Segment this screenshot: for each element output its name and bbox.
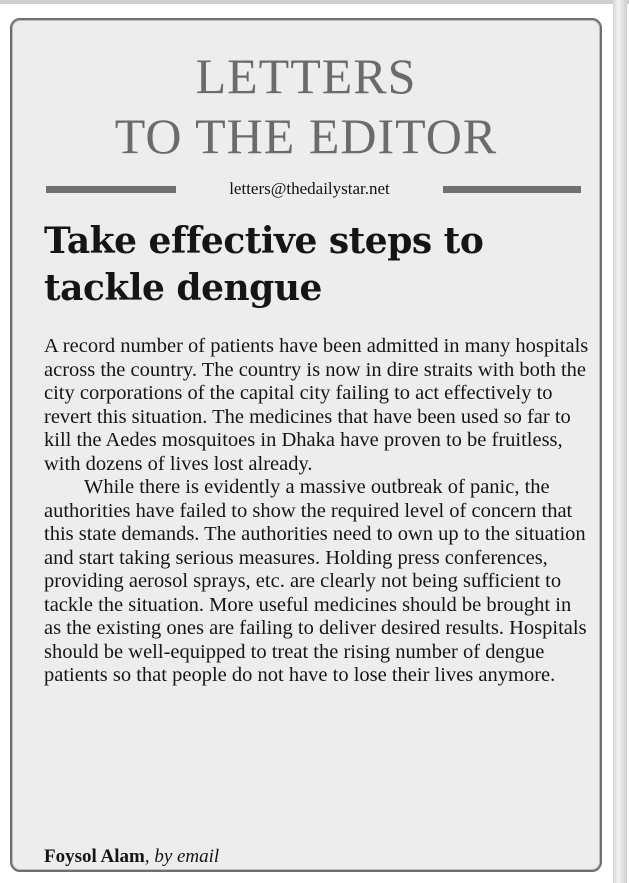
email-rule-right [443, 186, 581, 193]
email-rule-left [46, 186, 176, 193]
section-title [12, 46, 600, 166]
letter-paragraph-1: A record number of patients have been admitted in many hospitals across the country. The country is now in dire straits with both the city corporations of the capital city failing to act effectively to revert this situation. The medicines that have been used so far to kill the Aedes mosquitoes in Dhaka have proven to be fruitless, with dozens of lives lost already. [44, 335, 589, 475]
letters-panel [10, 18, 602, 872]
signature-separator: , [144, 846, 155, 867]
submission-method: by email [154, 846, 220, 867]
top-border [0, 0, 629, 4]
section-title-line2: TO THE EDITOR [114, 108, 498, 164]
letter-signature [44, 845, 584, 869]
editor-email: letters@thedailystar.net [229, 179, 390, 198]
letter-body [44, 335, 589, 688]
email-row [12, 178, 600, 200]
letter-paragraph-2: While there is evidently a massive outbreak of panic, the authorities have failed to show the required level of concern that this state demands. The authorities need to own up to the situation and start taking serious measures. Holding press conferences, providing aerosol sprays, etc. are clearly not being sufficient to tackle the situation. More useful medicines should be brought in as the existing ones are failing to deliver desired results. Hospitals should be well-equipped to treat the rising number of dengue patients so that people do not have to lose their lives anymore. [44, 476, 587, 686]
section-title-line1: LETTERS [195, 48, 417, 104]
author-name: Foysol Alam [44, 846, 145, 867]
letter-headline: Take effective steps to tackle dengue [44, 220, 484, 309]
page-edge [613, 0, 627, 883]
